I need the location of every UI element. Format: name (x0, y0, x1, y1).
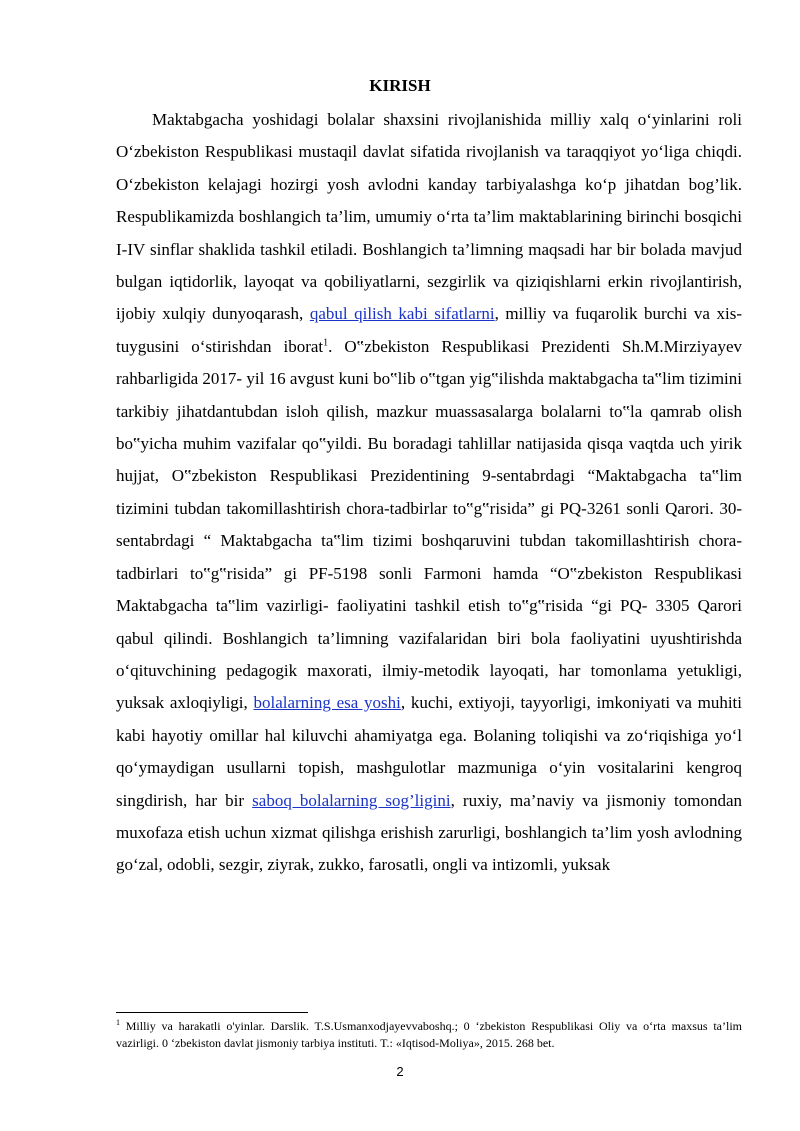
hyperlink-bolalarning-yoshi[interactable]: bolalarning esa yoshi (253, 693, 401, 713)
body-text-5: , ruxiy, ma’naviy va jismoniy tomondan muxofaza etish uchun xizmat qilishga erishish zarurligi, boshlangich ta’lim yosh avlodning go‘zal, odobli, sezgir, ziyrak, zukko, farosatli, ongli va intizomli, yuksak (116, 790, 743, 875)
hyperlink-qabul-qilish[interactable]: qabul qilish kabi sifatlarni (309, 304, 495, 324)
body-text-4: , kuchi, extiyoji, tayyorligi, imkoniyati va muhiti kabi hayotiy omillar hal kiluvchi ahamiyatga ega. Bolaning toliqishi va zo‘riqishiga yo‘l qo‘ymaydigan usullarni topish, mashgulotlar mazmuniga o‘yin vositalarini kengroq singdirish, har bir (116, 693, 743, 810)
body-text-1: Maktabgacha yoshidagi bolalar shaxsini rivojlanishida milliy xalq o‘yinlarini roli O‘zbekiston Respublikasi mustaqil davlat sifatida rivojlanish va taraqqiyot yo‘liga chiqdi. O‘zbekiston kelajagi hozirgi yosh avlodni kanday tarbiyalashga ko‘p jihatdan bog’lik. Respublikamizda boshlangich ta’lim, umumiy o‘rta ta’lim maktablarining birinchi bosqichi I-IV sinflar shaklida tashkil etiladi. Boshlangich ta’limning maqsadi har bir bolada mavjud bulgan iqtidorlik, layoqat va qobiliyatlarni, sezgirlik va qiziqishlarni erkin rivojlantirish, ijobiy xulqiy dunyoqarash, (116, 110, 742, 324)
body-text-3: . O‟zbekiston Respublikasi Prezidenti Sh.M.Mirziyayev rahbarligida 2017- yil 16 avgust kuni bo‟lib o‟tgan yig‟ilishda maktabgacha ta‟lim tizimini tarkibiy jihatdantubdan isloh qilish, mazkur muassasalarga bolalarni to‟la qamrab olish bo‟yicha muhim vazifalar qo‟yildi. Bu boradagi tahlillar natijasida qisqa vaqtda uch yirik hujjat, O‟zbekiston Respublikasi Prezidentining 9-sentabrdagi “Maktabgacha ta‟lim tizimini tubdan takomillashtirish chora-tadbirlar to‟g‟risida” gi PQ-3261 sonli Qarori. 30-sentabrdagi “ Maktabgacha ta‟lim tizimi boshqaruvini tubdan takomillashtirish chora-tadbirlari to‟g‟risida” gi PF-5198 sonli Farmoni hamda “O‟zbekiston Respublikasi Maktabgacha ta‟lim vazirligi- faoliyatini tashkil etish to‟g‟risida “gi PQ- 3305 Qarori qabul qilindi. Boshlangich ta’limning vazifalaridan biri bola faoliyatini uyushtirishda o‘qituvchining pedagogik maxorati, ilmiy-metodik layoqati, har tomonlama yetukligi, yuksak axloqiyligi, (116, 336, 742, 713)
body-paragraph (116, 104, 742, 882)
footnote-number: 1 (116, 1018, 120, 1027)
footnote-divider (116, 1012, 308, 1013)
footnote-reference[interactable]: 1 (323, 337, 329, 349)
footnote (116, 1018, 742, 1052)
footnote-text: Milliy va harakatli o'yinlar. Darslik. T.S.Usmanxodjayevvaboshq.; 0 ‘zbekiston Respublikasi Oliy va o‘rta maxsus ta’lim vazirligi. 0 ‘zbekiston davlat jismoniy tarbiya instituti. T.: «Iqtisod-Moliya», 2015. 268 bet. (116, 1019, 742, 1050)
hyperlink-saboq-sogligini[interactable]: saboq bolalarning sog’ligini (252, 790, 451, 810)
page-number: 2 (396, 1064, 404, 1079)
body-text-2: , milliy va fuqarolik burchi va xis-tuygusini o‘stirishdan iborat (116, 304, 742, 356)
page-title: KIRISH (369, 76, 431, 95)
